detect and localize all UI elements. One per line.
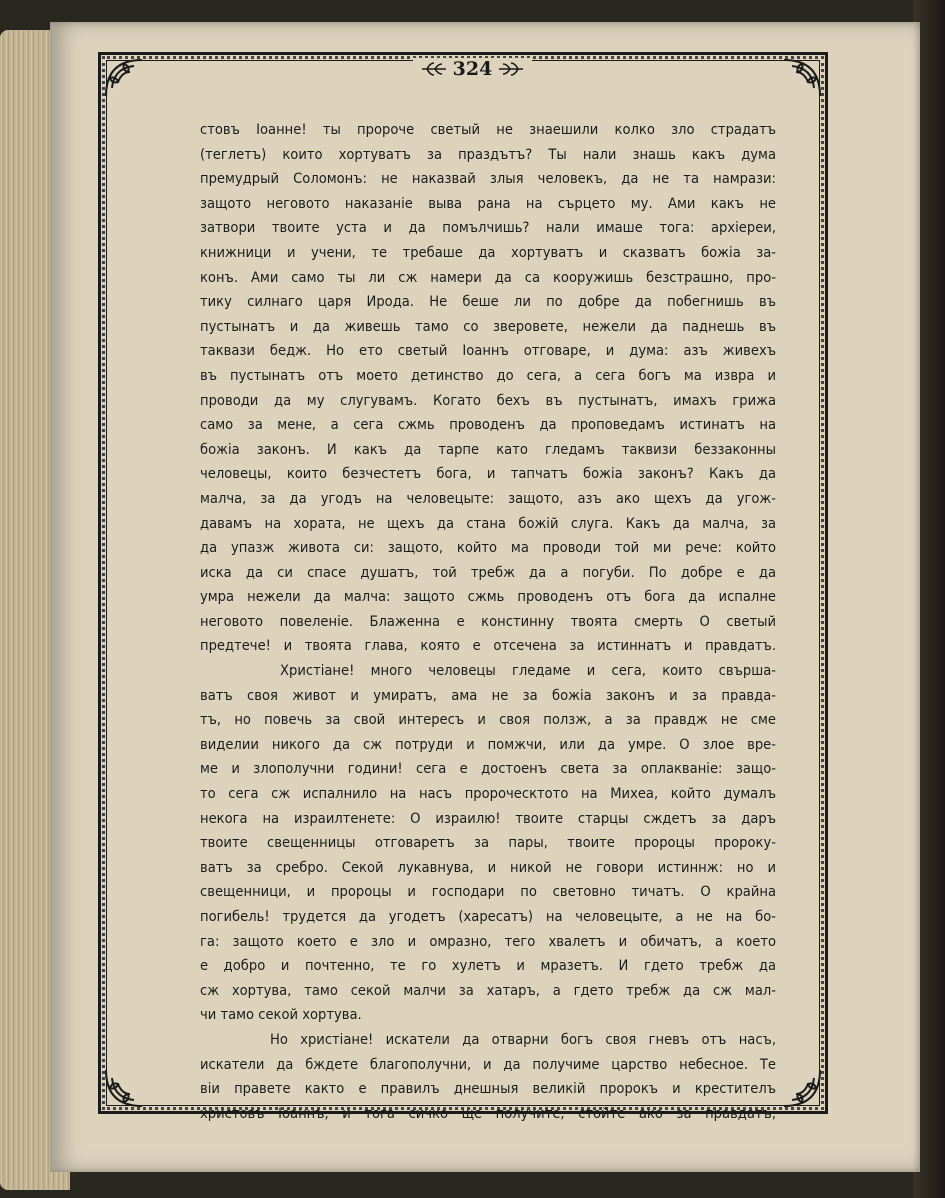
text-line: божіа законъ. И какъ да тарпе като гледамъ таквизи беззаконны [200,440,776,458]
text-line: проводи да му слугувамъ. Когато бехъ въ пустынатъ, имахъ грижа [200,391,776,409]
leaf-ornament-left-icon [421,62,447,76]
text-line: то сега сж испалнило на насъ пророческтото на Михеа, който думалъ [200,785,776,803]
text-line: Но христіане! искатели да отварни богъ своя гневъ отъ насъ, [270,1030,776,1048]
text-line: искатели да бждете благополучни, и да получиме царство небесное. Те [200,1055,776,1073]
text-line: малча, за да угодъ на человецыте: защото, азъ ако щехъ да угож- [200,489,776,507]
text-line: тъ, но повечь за свой интересъ и своя ползж, а за правдж не сме [200,711,776,729]
text-line: сж хортува, тамо секой малчи за хатаръ, а гдето требж да сж мал- [200,981,776,999]
text-line: таквази бедж. Но ето светый Іоаннъ отговаре, и дума: азъ живехъ [200,342,776,360]
leaf-ornament-right-icon [498,62,524,76]
text-line: Христіане! много человецы гледаме и сега, които свършa- [280,662,776,680]
text-line: да упазж живота си: защото, който ма проводи той ми рече: който [200,539,776,557]
body-text [200,118,776,1126]
text-line: ватъ своя живот и умиратъ, ама не за божіа законъ и за правдa- [200,686,776,704]
text-line: предтече! и твоята глава, която е отсечена за истиннатъ и правдатъ. [200,637,776,655]
text-line: га: защото което е зло и омразно, тего хвалетъ и обичатъ, а което [200,932,776,950]
text-line: твоите свещенницы отговаретъ за пары, твоите пророцы пророку- [200,834,776,852]
text-line: христовъ Іоаннъ, и тога сичко ще получите, стойте ако за правдатъ, [200,1104,776,1122]
text-line: давамъ на хората, не щехъ да стана божій слуга. Какъ да малча, за [200,514,776,532]
corner-ornament-bottom-right [782,1068,822,1108]
text-line: неговото повеленіе. Блаженна е констинну твоята смерть О светый [200,612,776,630]
text-line: свещенници, и пророцы и господари по световно тичатъ. О крайна [200,883,776,901]
text-line: стовъ Іоанне! ты пророче светый не знаешили колко зло страдатъ [200,121,776,138]
text-line: тику силнаго царя Ирода. Не беше ли по добре да побегнишь въ [200,293,776,311]
page-header [0,58,945,86]
text-line: пустынатъ и да живешь тамо со зверовете, нежели да паднешь въ [200,317,776,335]
text-line: ватъ за сребро. Секой лукавнува, и никой не говори истиннж: но и [200,858,776,876]
text-line: премудрый Соломонъ: не наказвай злыя человекъ, да не та намрази: [200,170,776,188]
text-line: иска да си спасе душатъ, той требж да а погуби. По добре е да [200,563,776,581]
text-line: чи тамо секой хортува. [200,1006,362,1024]
text-line: книжници и учени, те требаше да хортуватъ и сказватъ божіа за- [200,243,776,261]
text-line: ме и злополучни години! сега е достоенъ света за оплакваніе: защо- [200,760,776,778]
text-line: человецы, които безчестетъ бога, и тапчатъ божіа законъ? Какъ да [200,465,776,483]
text-line: умра нежели да малча: защото сжмь проводенъ отъ бога да испалне [200,588,776,606]
text-line: конъ. Ами само ты ли сж намери да са кооружишь безстрашно, про- [200,268,776,286]
text-line: е добро и почтенно, те го хулетъ и мразетъ. И гдето требж да [200,957,776,975]
text-line: виделии никого да сж потруди и помжчи, или да умре. О злое вре- [200,735,776,753]
text-line: погибель! трудется да угодетъ (харесатъ) на человецыте, а не на бо- [200,908,776,925]
text-line: защото неговото наказаніе выва рана на сърцето му. Ами какъ не [200,194,776,212]
text-line: (теглетъ) които хортуватъ за праздътъ? Ты нали знашь какъ дума [200,145,776,163]
page-number: 324 [452,58,493,80]
text-line: віи правете както е правилъ днешныя великій пророкъ и крестителъ [200,1080,776,1098]
text-line: въ пустынатъ отъ моето детинство до сега, а сега богъ ма извра и [200,366,776,384]
text-line: само за мене, а сега сжмь проводенъ да проповедамъ истинатъ на [200,416,776,434]
corner-ornament-bottom-left [104,1068,144,1108]
text-line: некога на израилтенете: О израилю! твоите старцы сждетъ за даръ [200,809,776,827]
text-line: затвори твоите уста и да помълчишь? нали имаше тога: архіереи, [200,219,776,237]
